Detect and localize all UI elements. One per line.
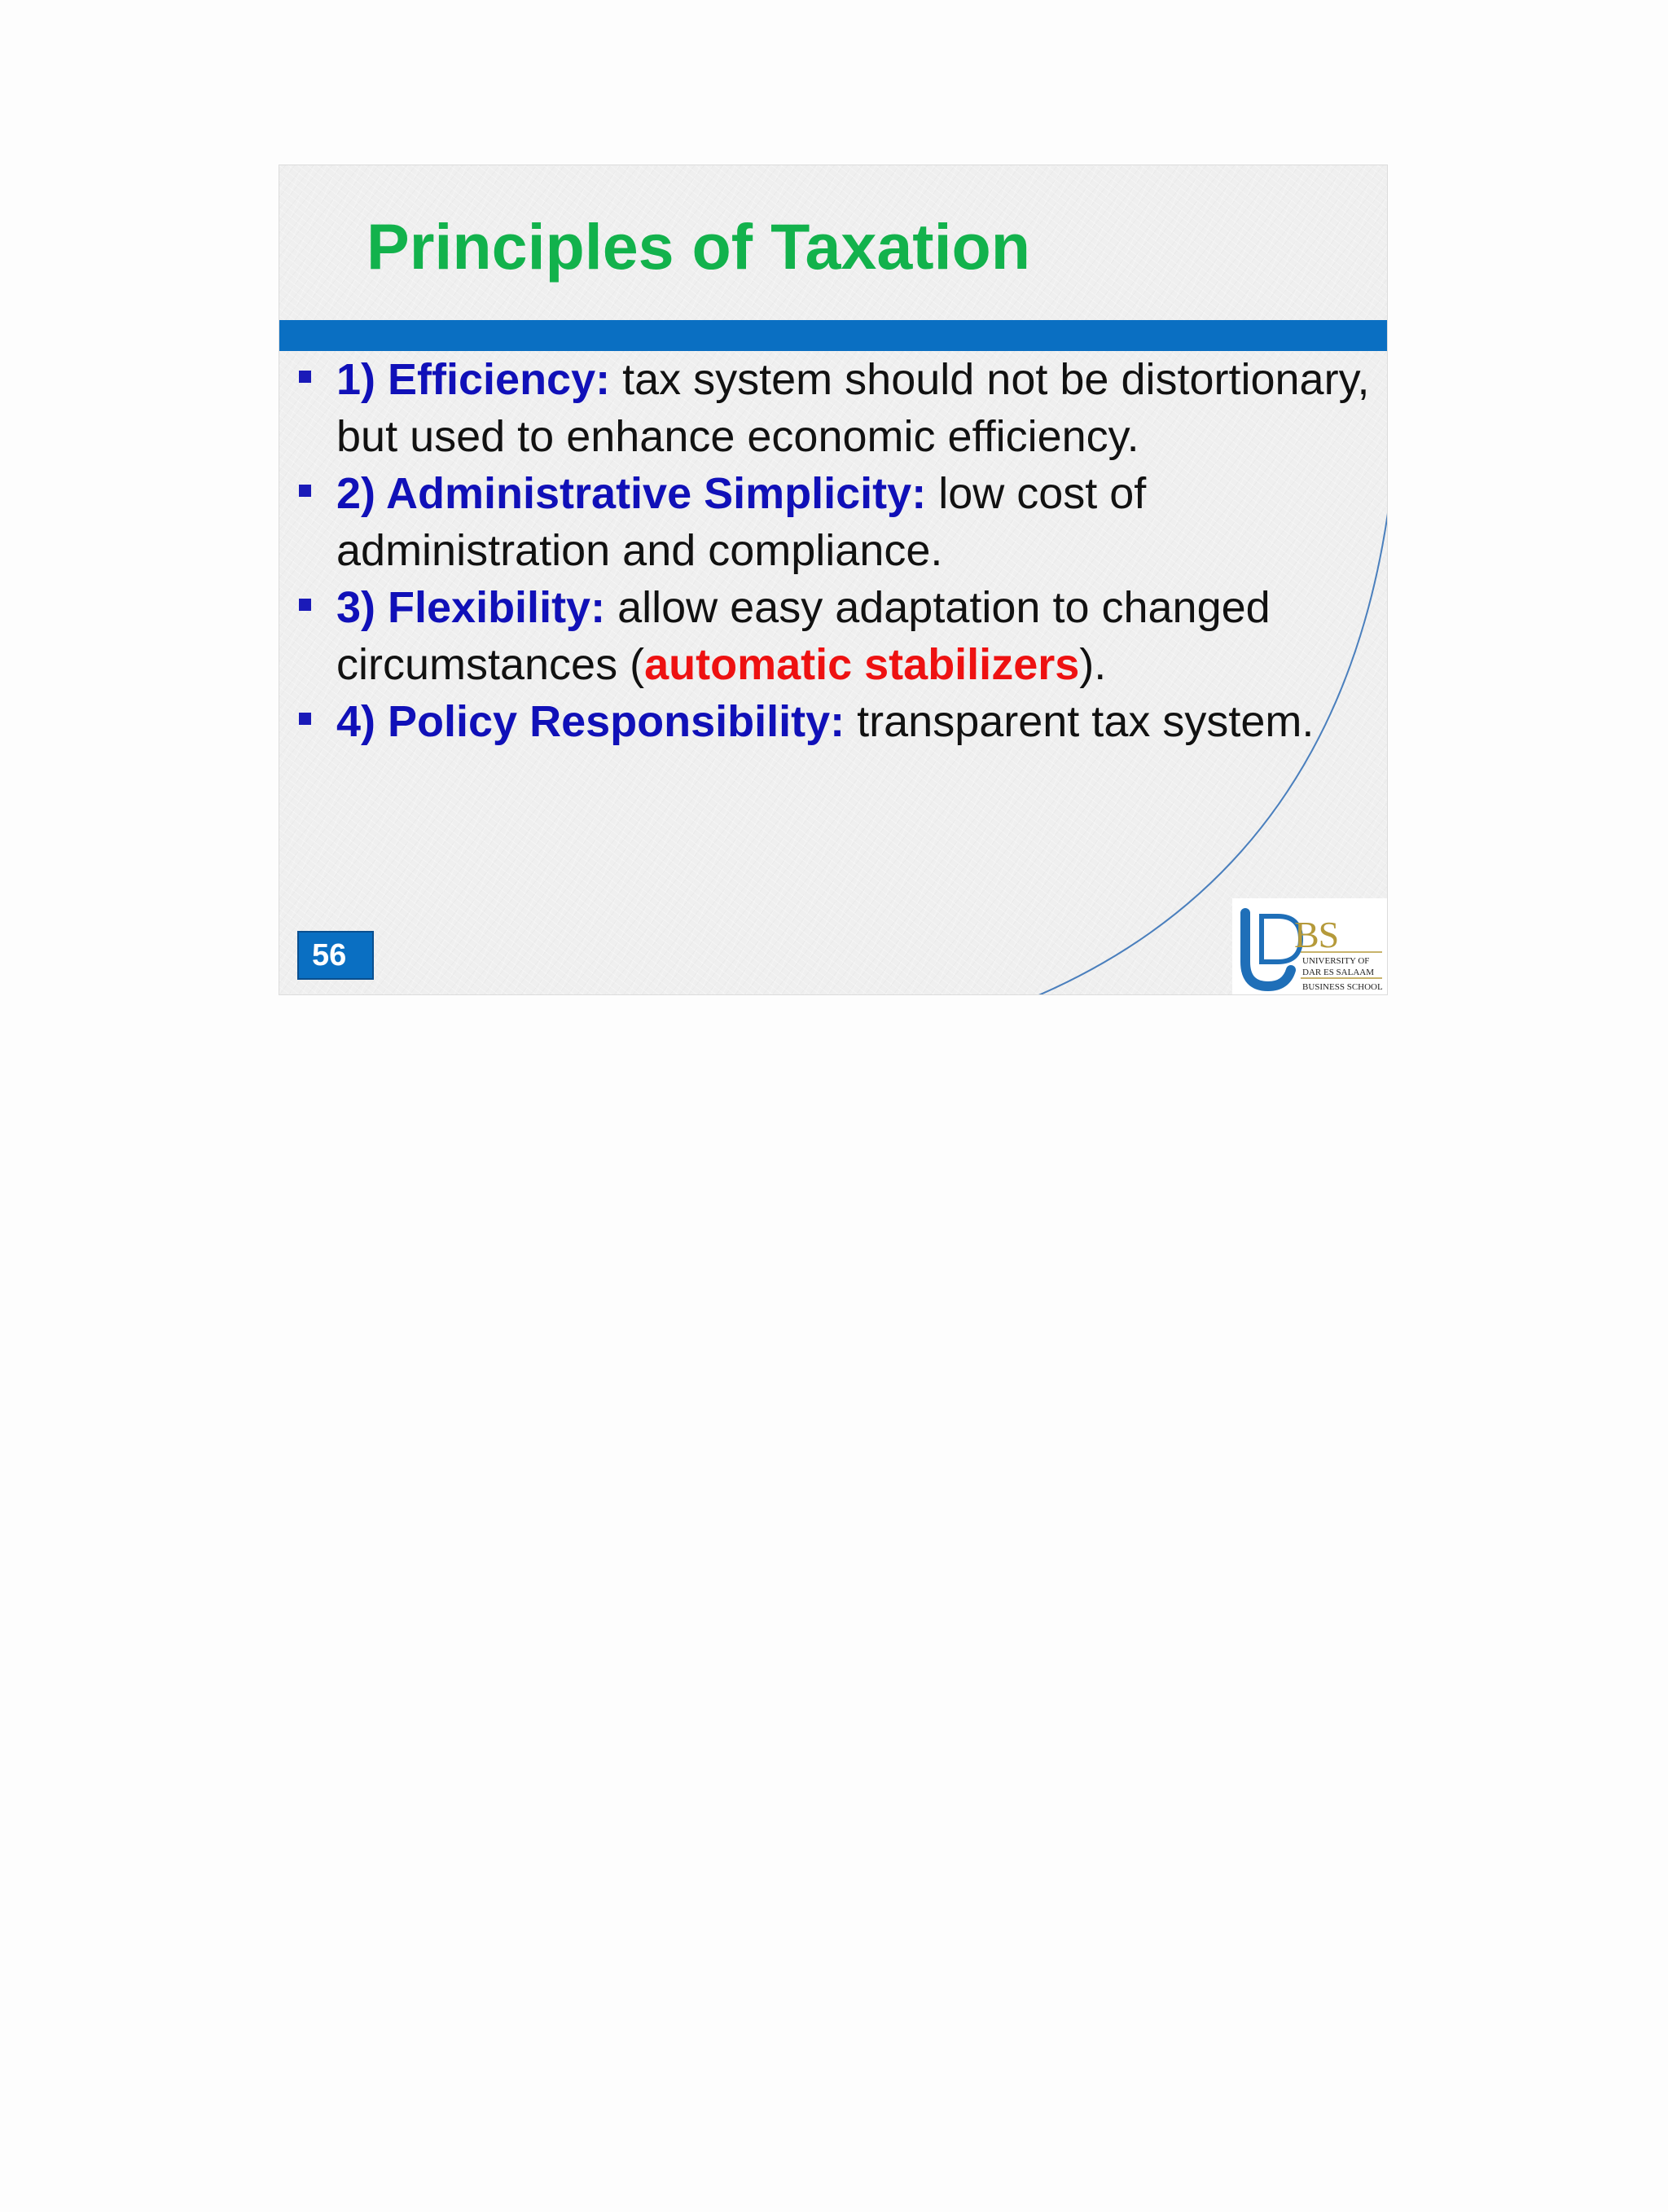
udbs-logo: [1232, 898, 1388, 994]
logo-letters: BS: [1294, 914, 1339, 955]
bullet-highlight: automatic stabilizers: [644, 640, 1080, 689]
bullet-term: 3) Flexibility:: [336, 583, 606, 632]
bullet-term: 1) Efficiency:: [336, 355, 611, 404]
title-divider-bar: [279, 320, 1387, 351]
page-number-badge: 56: [297, 931, 374, 980]
logo-line2: DAR ES SALAAM: [1302, 968, 1375, 977]
bullet-administrative-simplicity: [296, 465, 1379, 579]
slide-title: Principles of Taxation: [367, 210, 1031, 283]
square-bullet-icon: [299, 713, 311, 725]
square-bullet-icon: [299, 371, 311, 383]
logo-line1: UNIVERSITY OF: [1302, 956, 1370, 966]
bullet-text: tax system should not be distortionary, but used to enhance economic efficiency.: [336, 355, 1370, 461]
logo-line3: BUSINESS SCHOOL: [1302, 982, 1383, 992]
bullet-list: [296, 351, 1379, 750]
bullet-text-end: ).: [1079, 640, 1107, 689]
bullet-term: 2) Administrative Simplicity:: [336, 469, 927, 518]
bullet-efficiency: [296, 351, 1379, 465]
square-bullet-icon: [299, 485, 311, 497]
slide: [279, 165, 1388, 995]
bullet-text: low cost of administration and compliance.: [336, 469, 1147, 575]
bullet-term: 4) Policy Responsibility:: [336, 697, 845, 746]
square-bullet-icon: [299, 599, 311, 611]
bullet-text: transparent tax system.: [845, 697, 1315, 746]
bullet-policy-responsibility: [296, 693, 1379, 750]
bullet-text: allow easy adaptation to changed circumstances (: [336, 583, 1271, 689]
udbs-logo-icon: [1232, 898, 1388, 994]
bullet-flexibility: [296, 579, 1379, 693]
